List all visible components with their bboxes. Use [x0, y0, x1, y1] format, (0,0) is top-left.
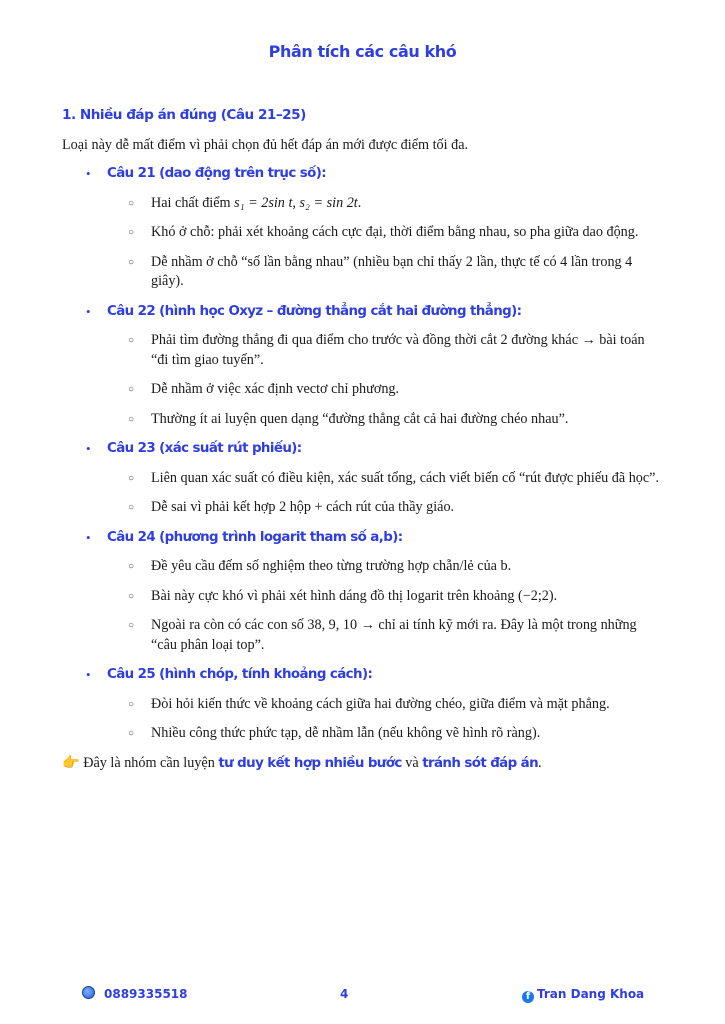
list-item-text: Nhiều công thức phức tạp, dễ nhầm lẫn (nếu không vẽ hình rõ ràng).: [151, 725, 541, 741]
question-title: Câu 22 (hình học Oxyz – đường thẳng cắt hai đường thẳng):: [107, 303, 522, 319]
list-item-text: Đòi hỏi kiến thức về khoảng cách giữa hai đường chéo, giữa điểm và mặt phẳng.: [151, 695, 610, 712]
list-item-text: Khó ở chỗ: phải xét khoảng cách cực đại, thời điểm bằng nhau, so pha giữa dao động.: [151, 224, 639, 240]
circle-bullet-icon: ○: [128, 472, 135, 484]
list-item-text: Dễ nhầm ở chỗ “số lần bằng nhau” (nhiều bạn chỉ thấy 2 lần, thực tế có 4 lần trong 4 giây).: [151, 253, 633, 289]
list-item: [62, 410, 662, 430]
list-item: [62, 469, 662, 489]
phone-number: 0889335518: [104, 987, 188, 1001]
circle-bullet-icon: ○: [128, 335, 135, 346]
circle-bullet-icon: ○: [128, 590, 135, 602]
list-item-text: Phải tìm đường thẳng đi qua điểm cho trước và đồng thời cắt 2 đường khác → bài toán “đi tìm giao tuyến”.: [151, 332, 645, 368]
list-item-text: Dễ sai vì phải kết hợp 2 hộp + cách rút của thầy giáo.: [151, 499, 455, 515]
list-item: [62, 724, 662, 744]
question-bullet: [62, 665, 662, 685]
conclusion-highlight: tránh sót đáp án: [422, 755, 539, 771]
list-item: [62, 223, 662, 243]
list-item-text: .: [357, 194, 362, 211]
question-bullet: [62, 439, 662, 459]
footer-phone: [82, 985, 188, 1005]
circle-bullet-icon: ○: [128, 620, 135, 631]
circle-bullet-icon: ○: [128, 502, 135, 513]
facebook-icon: f: [522, 991, 534, 1003]
question-title: Câu 21 (dao động trên trục số):: [107, 166, 326, 181]
list-item-text: Đề yêu cầu đếm số nghiệm theo từng trường hợp chẵn/lẻ của b.: [151, 558, 512, 574]
list-item: [62, 498, 662, 518]
page-footer: [0, 985, 725, 1005]
question-bullet: [62, 302, 662, 322]
conclusion-text: Đây là nhóm cần luyện: [79, 754, 219, 771]
bullet-dot-icon: •: [86, 166, 91, 181]
circle-bullet-icon: ○: [128, 698, 135, 710]
list-item: [62, 331, 662, 370]
pointing-hand-icon: 👉: [62, 754, 80, 771]
conclusion-text: .: [538, 754, 542, 771]
conclusion: [62, 754, 662, 774]
circle-bullet-icon: ○: [128, 561, 135, 572]
list-item-text: Bài này cực khó vì phải xét hình dáng đồ thị logarit trên khoảng (−2;2).: [151, 587, 558, 604]
circle-bullet-icon: ○: [128, 413, 135, 425]
question-title: Câu 23 (xác suất rút phiếu):: [107, 441, 302, 456]
question-title: Câu 25 (hình chóp, tính khoảng cách):: [107, 667, 373, 682]
question-bullet: [62, 528, 662, 548]
page-number: 4: [340, 987, 349, 1001]
globe-icon: [82, 986, 95, 999]
bullet-dot-icon: •: [86, 303, 91, 319]
list-item: [62, 695, 662, 715]
list-item: [62, 557, 662, 577]
list-item: [62, 616, 662, 655]
list-item-text: Ngoài ra còn có các con số 38, 9, 10 → chỉ ai tính kỹ mới ra. Đây là một trong những “câu phân loại top”.: [151, 617, 637, 653]
question-title: Câu 24 (phương trình logarit tham số a,b):: [107, 529, 403, 545]
bullet-dot-icon: •: [86, 529, 91, 545]
list-item: [62, 587, 662, 607]
circle-bullet-icon: ○: [128, 728, 135, 739]
list-item-text: Thường ít ai luyện quen dạng “đường thẳng cắt cả hai đường chéo nhau”.: [151, 410, 569, 427]
list-item: [62, 253, 662, 292]
section-intro: Loại này dễ mất điểm vì phải chọn đủ hết đáp án mới được điểm tối đa.: [62, 136, 469, 153]
circle-bullet-icon: ○: [128, 384, 135, 395]
page-title: Phân tích các câu khó: [268, 42, 457, 61]
list-item-text: Hai chất điểm: [151, 194, 235, 211]
facebook-name: Tran Dang Khoa: [537, 987, 645, 1001]
list-item: [62, 194, 662, 214]
list-item: [62, 380, 662, 400]
question-bullet: [62, 164, 662, 184]
circle-bullet-icon: ○: [128, 227, 135, 238]
footer-facebook-link[interactable]: [522, 985, 644, 1005]
list-item-text: Liên quan xác suất có điều kiện, xác suất tổng, cách viết biến cố “rút được phiếu đã học”.: [151, 469, 660, 486]
bullet-dot-icon: •: [86, 441, 91, 456]
document-body: [62, 106, 662, 773]
math-formula: s₁ = 2sin t, s₂ = sin 2t: [234, 194, 358, 211]
bullet-dot-icon: •: [86, 667, 91, 682]
conclusion-highlight: tư duy kết hợp nhiều bước: [218, 755, 402, 771]
section-heading: 1. Nhiều đáp án đúng (Câu 21–25): [62, 107, 306, 123]
circle-bullet-icon: ○: [128, 197, 135, 209]
list-item-text: Dễ nhầm ở việc xác định vectơ chỉ phương.: [151, 381, 400, 397]
conclusion-text: và: [401, 754, 423, 771]
circle-bullet-icon: ○: [128, 256, 135, 268]
